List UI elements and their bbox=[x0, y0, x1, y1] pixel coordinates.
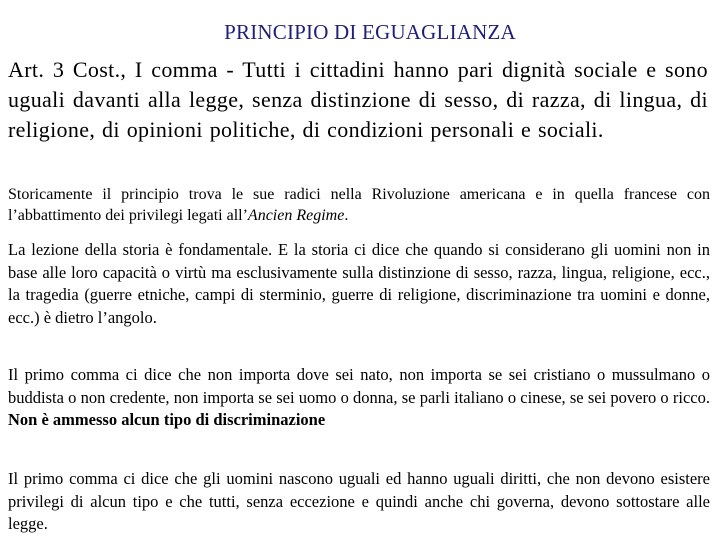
discrimination-statement: Non è ammesso alcun tipo di discriminazione bbox=[8, 410, 326, 429]
page-title: PRINCIPIO DI EGUAGLIANZA bbox=[224, 20, 516, 44]
paragraph-equal-rights: Il primo comma ci dice che gli uomini nascono uguali ed hanno uguali diritti, che non devono esistere privilegi di alcun tipo e che tutti, senza eccezione e quindi anche chi governa, devono sottostare alle legge. bbox=[8, 469, 710, 533]
paragraph-history bbox=[8, 184, 710, 226]
paragraph-history-text: Storicamente il principio trova le sue radici nella Rivoluzione americana e in quella francese con l’abbattimento dei privilegi legati all’ bbox=[8, 186, 710, 224]
article-text: Art. 3 Cost., I comma - Tutti i cittadini hanno pari dignità sociale e sono uguali davanti alla legge, senza distinzione di sesso, di razza, di lingua, di religione, di opinioni politiche, di condizioni personali e sociali. bbox=[8, 57, 708, 142]
ancien-regime-emphasis: Ancien Regime bbox=[247, 207, 345, 224]
paragraph-history-end: . bbox=[344, 207, 349, 224]
paragraph-first-comma-text: Il primo comma ci dice che non importa dove sei nato, non importa se sei cristiano o mussulmano o buddista o non credente, non importa se sei uomo o donna, se parli italiano o cinese, se sei povero o ricco. bbox=[8, 365, 710, 407]
paragraph-lesson: La lezione della storia è fondamentale. E la storia ci dice che quando si considerano gli uomini non in base alle loro capacità o virtù ma esclusivamente sulla distinzione di sesso, razza, lingua, religione, ecc., la tragedia (guerre etniche, campi di sterminio, guerre di religione, discriminazione tra uomini e donne, ecc.) è dietro l’angolo. bbox=[8, 240, 710, 327]
paragraph-first-comma bbox=[8, 364, 710, 432]
